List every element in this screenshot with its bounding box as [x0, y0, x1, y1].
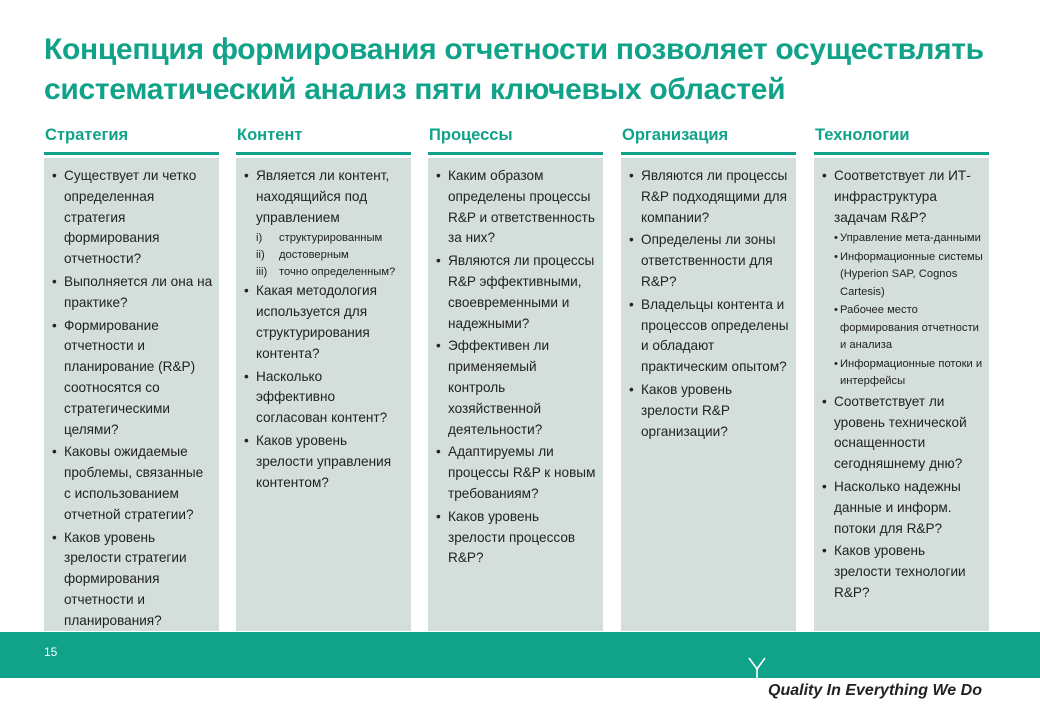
sub-item [242, 247, 405, 264]
column-divider [44, 152, 219, 155]
bullet-icon: • [822, 543, 827, 559]
column-5 [814, 124, 996, 631]
list-item-text: Являются ли процессы R&P эффективными, своевременными и надежными? [448, 253, 595, 331]
column-box [621, 158, 796, 631]
column-box [44, 158, 219, 631]
column-header: Технологии [815, 126, 910, 144]
bullet-icon: • [244, 368, 249, 384]
list-item [50, 166, 213, 270]
tagline: Quality In Everything We Do [768, 682, 982, 699]
list-item-text: Каков уровень зрелости технологии R&P? [834, 543, 966, 601]
bullet-icon: • [52, 444, 57, 460]
list-item [242, 281, 405, 364]
sub-item-marker: iii) [256, 266, 268, 279]
list-item-text: Является ли контент, находящийся под управлением [256, 168, 390, 225]
bullet-icon: • [436, 444, 441, 460]
list-item-text: Являются ли процессы R&P подходящими для компании? [641, 168, 788, 225]
list-item [50, 272, 213, 314]
list-item [242, 367, 405, 429]
list-item [820, 392, 983, 475]
list-item-text: Каков уровень зрелости стратегии формирования отчетности и планирования? [64, 529, 187, 628]
bullet-icon: • [244, 432, 249, 448]
sub-item-text: Информационные системы (Hyperion SAP, Cognos Cartesis) [840, 250, 983, 298]
sub-item [242, 230, 405, 247]
bullet-icon: • [629, 381, 634, 397]
bullet-icon: • [629, 232, 634, 248]
column-3 [428, 124, 610, 631]
bullet-icon: • [629, 168, 634, 183]
column-header: Организация [622, 126, 729, 144]
list-item [50, 442, 213, 525]
list-item [434, 251, 597, 334]
list-item-text: Адаптируемы ли процессы R&P к новым требованиям? [448, 444, 596, 501]
list-item [627, 295, 790, 378]
list-item [434, 442, 597, 504]
sub-item-text: Управление мета-данными [840, 232, 981, 245]
list-item [820, 477, 983, 539]
sub-item-text: Рабочее место формирования отчетности и анализа [840, 304, 979, 352]
list-item-text: Какая методология используется для структурирования контента? [256, 283, 377, 361]
sub-item-text: точно определенным? [279, 266, 396, 279]
list-item [627, 380, 790, 442]
list-item-text: Определены ли зоны ответственности для R&P? [641, 232, 776, 289]
sub-item [242, 264, 405, 281]
bullet-icon: • [52, 168, 57, 183]
bullet-icon: • [629, 296, 634, 312]
list-item-text: Каков уровень зрелости управления контентом? [256, 432, 392, 490]
bullet-icon: • [52, 529, 57, 545]
sub-item-marker: i) [256, 232, 263, 245]
bullet-icon: • [52, 317, 57, 333]
list-item-text: Каковы ожидаемые проблемы, связанные с использованием отчетной стратегии? [64, 444, 204, 522]
column-divider [814, 152, 989, 155]
sub-item-marker: ii) [256, 249, 265, 262]
list-item-text: Выполняется ли она на практике? [64, 273, 213, 310]
list-item [820, 166, 983, 228]
list-item [50, 528, 213, 632]
list-item [820, 541, 983, 603]
bullet-icon: • [244, 168, 249, 183]
column-box [428, 158, 603, 631]
bullet-icon: • [834, 357, 838, 370]
column-box [814, 158, 989, 631]
bullet-icon: • [834, 250, 838, 263]
list-item [627, 166, 790, 228]
bullet-icon: • [52, 273, 57, 289]
column-header: Стратегия [45, 126, 129, 144]
column-2 [236, 124, 418, 631]
column-box [236, 158, 411, 631]
column-4 [621, 124, 803, 631]
list-item [627, 230, 790, 292]
list-item-text: Насколько эффективно согласован контент? [256, 368, 388, 426]
bullet-icon: • [822, 393, 827, 409]
column-divider [428, 152, 603, 155]
sub-item [820, 230, 983, 248]
sub-item-text: Информационные потоки и интерфейсы [840, 357, 983, 388]
footer-band [0, 632, 1040, 678]
list-item [434, 166, 597, 249]
list-item-text: Существует ли четко определенная стратегия формирования отчетности? [64, 168, 197, 267]
sub-item [820, 302, 983, 355]
list-item [242, 166, 405, 228]
bullet-icon: • [834, 232, 838, 245]
list-item-text: Формирование отчетности и планирование (R&P) соотносятся со стратегическими целями? [64, 317, 196, 437]
bullet-icon: • [436, 508, 441, 524]
list-item [50, 316, 213, 441]
list-item-text: Каким образом определены процессы R&P и ответственность за них? [448, 168, 595, 246]
list-item [434, 507, 597, 569]
bullet-icon: • [436, 168, 441, 183]
bullet-icon: • [834, 304, 838, 317]
ey-mark-icon [745, 654, 769, 678]
list-item [434, 336, 597, 440]
column-header: Контент [237, 126, 303, 144]
page-title: Концепция формирования отчетности позволяет осуществлять систематический анализ пяти ключевых областей [44, 33, 984, 106]
bullet-icon: • [822, 479, 827, 495]
bullet-icon: • [244, 283, 249, 299]
list-item-text: Каков уровень зрелости R&P организации? [641, 381, 733, 439]
sub-item-text: достоверным [279, 249, 349, 262]
list-item [242, 431, 405, 493]
bullet-icon: • [436, 338, 441, 354]
list-item-text: Насколько надежны данные и информ. потоки для R&P? [834, 479, 961, 536]
list-item-text: Эффективен ли применяемый контроль хозяйственной деятельности? [448, 338, 550, 437]
sub-item [820, 356, 983, 391]
column-divider [621, 152, 796, 155]
list-item-text: Соответствует ли ИТ-инфраструктура задачам R&P? [834, 168, 971, 225]
page-number: 15 [44, 645, 58, 659]
column-header: Процессы [429, 126, 513, 144]
bullet-icon: • [436, 253, 441, 269]
bullet-icon: • [822, 168, 827, 183]
sub-item-text: структурированным [279, 232, 383, 245]
list-item-text: Каков уровень зрелости процессов R&P? [448, 508, 576, 566]
list-item-text: Владельцы контента и процессов определены и обладают практическим опытом? [641, 296, 789, 375]
list-item-text: Соответствует ли уровень технической оснащенности сегодняшнему дню? [834, 393, 967, 472]
sub-item [820, 249, 983, 302]
column-divider [236, 152, 411, 155]
column-1 [44, 124, 226, 631]
